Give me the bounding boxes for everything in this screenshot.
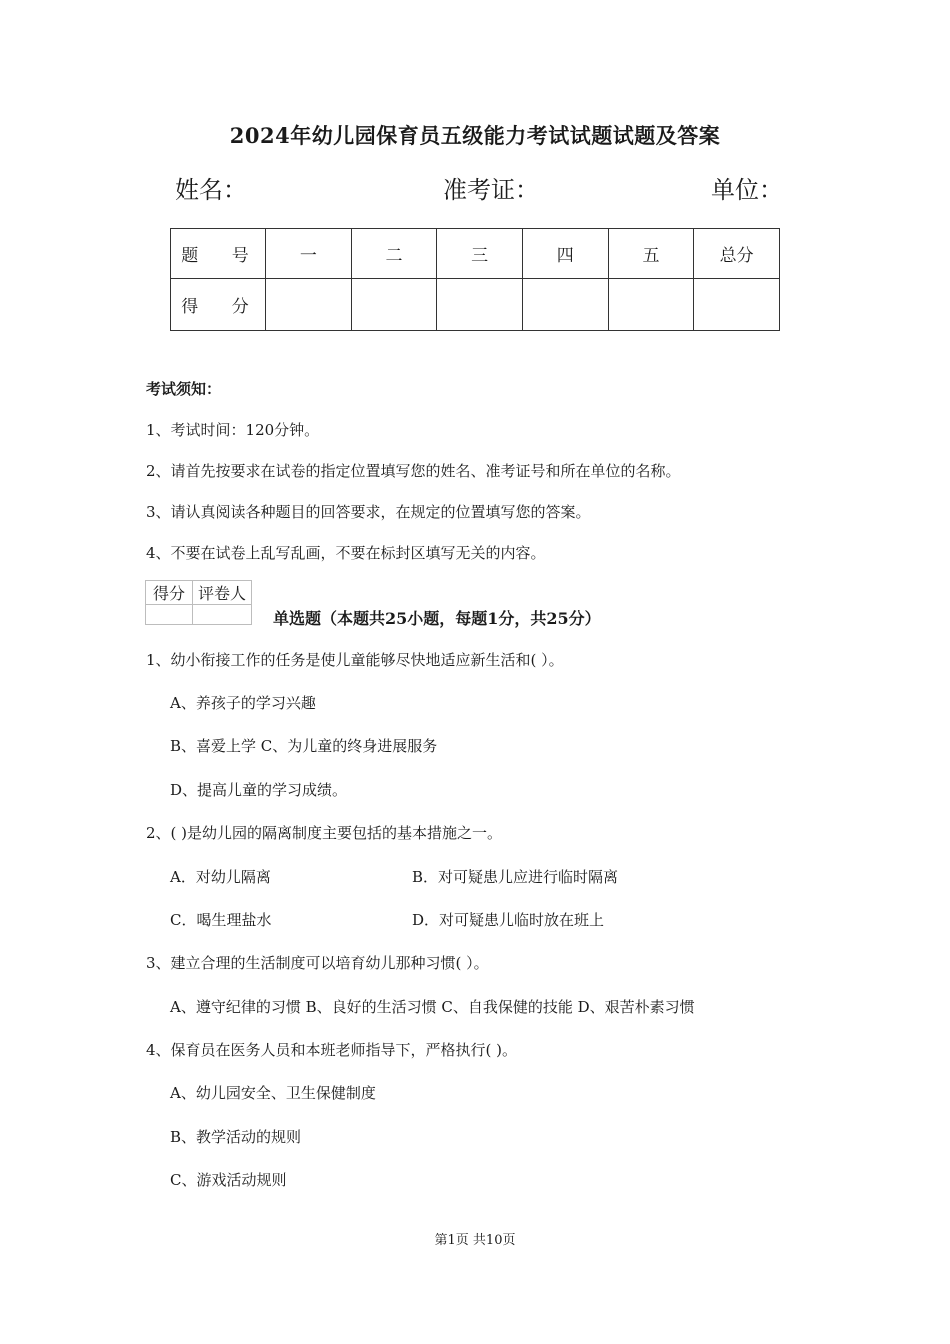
grader-score-label: 得分: [146, 581, 193, 605]
page-footer: 第1页 共10页: [434, 1233, 516, 1248]
question-3-options: A、遵守纪律的习惯 B、良好的生活习惯 C、自我保健的技能 D、艰苦朴素习惯: [170, 998, 695, 1016]
question-4-option-b: B、教学活动的规则: [170, 1128, 302, 1146]
question-4-stem: 4、保育员在医务人员和本班老师指导下，严格执行( )。: [146, 1041, 518, 1059]
score-cell-5[interactable]: [608, 279, 694, 331]
notice-item-2: 2、请首先按要求在试卷的指定位置填写您的姓名、准考证号和所在单位的名称。: [146, 462, 681, 480]
question-4-option-c: C、游戏活动规则: [170, 1171, 287, 1189]
unit-label: 单位：: [711, 176, 783, 204]
name-label: 姓名：: [175, 176, 247, 204]
score-table-col-4: 四: [522, 229, 608, 279]
page-title: 2024年幼儿园保育员五级能力考试试题试题及答案: [229, 123, 721, 148]
question-1-stem: 1、幼小衔接工作的任务是使儿童能够尽快地适应新生活和( ）。: [146, 651, 564, 669]
question-2-option-a: A．对幼儿隔离: [170, 868, 271, 886]
section-title: 单选题（本题共25小题，每题1分，共25分）: [273, 609, 601, 628]
question-4-option-a: A、幼儿园安全、卫生保健制度: [170, 1084, 376, 1102]
question-1-option-bc: B、喜爱上学 C、为儿童的终身进展服务: [170, 737, 438, 755]
exam-number-label: 准考证：: [443, 176, 539, 204]
score-table-col-1: 一: [266, 229, 352, 279]
notice-item-3: 3、请认真阅读各种题目的回答要求，在规定的位置填写您的答案。: [146, 503, 591, 521]
score-table-col-2: 二: [351, 229, 437, 279]
score-table-col-5: 五: [608, 229, 694, 279]
score-table-question-number-label: 题 号: [171, 229, 266, 279]
score-cell-1[interactable]: [266, 279, 352, 331]
score-cell-3[interactable]: [437, 279, 523, 331]
question-3-stem: 3、建立合理的生活制度可以培育幼儿那种习惯( ）。: [146, 954, 489, 972]
score-table-col-3: 三: [437, 229, 523, 279]
notice-item-4: 4、不要在试卷上乱写乱画，不要在标封区填写无关的内容。: [146, 544, 546, 562]
grader-name-label: 评卷人: [193, 581, 252, 605]
question-1-option-a: A、养孩子的学习兴趣: [170, 694, 316, 712]
grader-name-cell[interactable]: [193, 605, 252, 625]
score-table: [170, 228, 780, 331]
score-cell-total[interactable]: [694, 279, 780, 331]
notice-item-1: 1、考试时间：120分钟。: [146, 421, 320, 439]
score-table-col-total: 总分: [694, 229, 780, 279]
score-cell-4[interactable]: [522, 279, 608, 331]
grader-box: [145, 580, 252, 625]
notice-heading: 考试须知：: [146, 380, 222, 398]
grader-score-cell[interactable]: [146, 605, 193, 625]
score-table-score-label: 得 分: [171, 279, 266, 331]
question-2-option-b: B．对可疑患儿应进行临时隔离: [412, 868, 619, 886]
question-1-option-d: D、提高儿童的学习成绩。: [170, 781, 348, 799]
score-table-header-row: [171, 229, 780, 279]
question-2-stem: 2、( )是幼儿园的隔离制度主要包括的基本措施之一。: [146, 824, 503, 842]
score-cell-2[interactable]: [351, 279, 437, 331]
score-table-score-row: [171, 279, 780, 331]
question-2-option-c: C．喝生理盐水: [170, 911, 272, 929]
question-2-option-d: D．对可疑患儿临时放在班上: [412, 911, 605, 929]
